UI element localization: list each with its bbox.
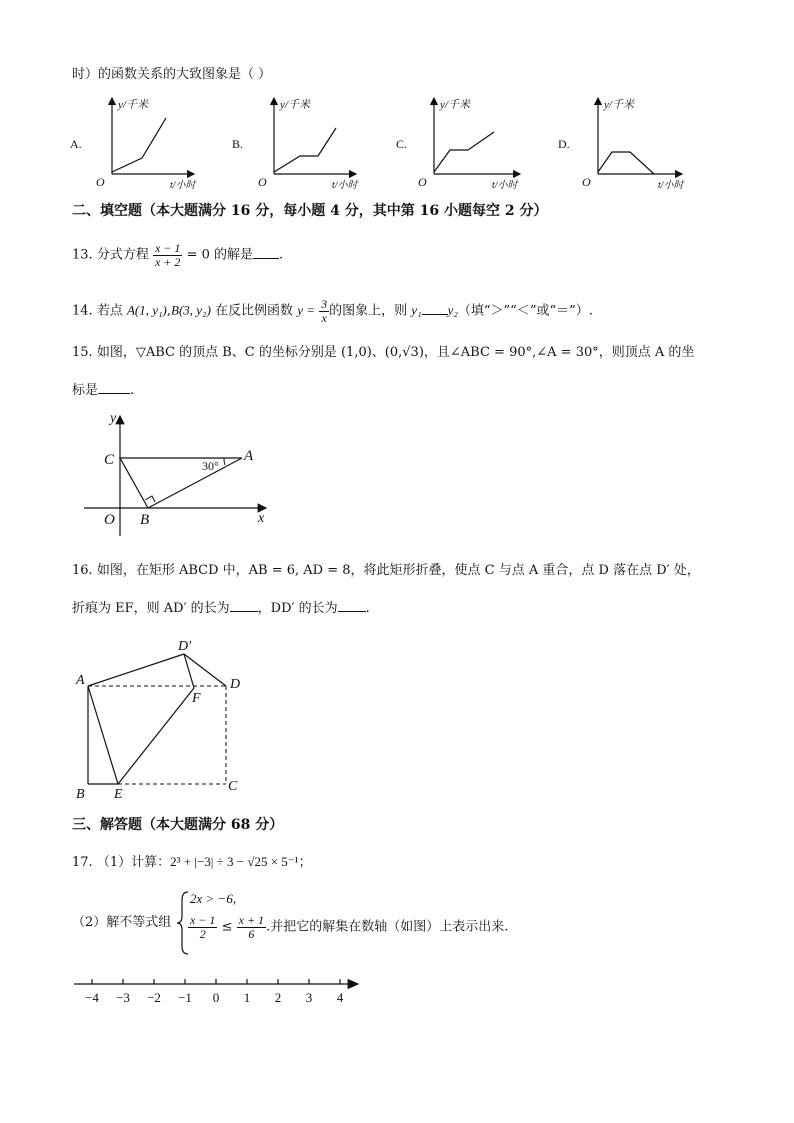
q16-answer-blank-2[interactable] xyxy=(338,600,366,612)
q17-inequality-2 xyxy=(188,914,508,940)
q14-func-lhs: y = xyxy=(297,302,315,318)
q17-ticks xyxy=(85,979,344,1005)
q15-label-b: B xyxy=(140,512,150,528)
graph-d-xlabel: t/小时 xyxy=(658,180,684,191)
option-b-label: B. xyxy=(232,137,244,151)
q14-func-denominator: x xyxy=(321,310,327,325)
q14-text-d: （填“＞”“＜”或“＝”）. xyxy=(457,303,593,319)
q14-text-c: 的图象上，则 xyxy=(329,303,408,319)
q15-text-b: 标是 xyxy=(72,383,99,398)
q17-tick-label: 2 xyxy=(274,990,282,1005)
q17-tick-label: 0 xyxy=(212,990,220,1005)
q15-figure xyxy=(80,408,280,538)
q17-ineq2-right-den: 6 xyxy=(248,926,255,941)
q16-text-b: 折痕为 EF，则 AD′ 的长为 xyxy=(72,601,230,616)
q17-tick-label: 4 xyxy=(336,990,344,1005)
q15-label-y: y xyxy=(110,411,117,426)
q16-text-c: ，DD′ 的长为 xyxy=(257,601,338,616)
q17-inequality-1: 2x > −6, xyxy=(190,891,237,906)
section2-heading: 二、填空题（本大题满分 16 分，每小题 4 分，其中第 16 小题每空 2 分） xyxy=(72,203,548,219)
q14-point-b: B(3, y₂) xyxy=(171,302,211,318)
q14-answer-blank[interactable] xyxy=(422,303,448,315)
graph-c-line xyxy=(434,132,494,172)
q17-ineq2-left xyxy=(188,914,217,940)
q17-part1-label: （1）计算： xyxy=(96,855,171,870)
q17-tick-label: 3 xyxy=(305,990,313,1005)
q13-answer-blank[interactable] xyxy=(253,247,279,259)
q16-d1f xyxy=(184,654,194,688)
q15-answer-blank[interactable] xyxy=(98,382,130,394)
q16-end: . xyxy=(365,601,370,616)
graph-c-origin: O xyxy=(418,175,427,189)
graph-d-ylabel: y/千米 xyxy=(604,99,634,111)
q15-label-a: A xyxy=(244,448,254,464)
q12-tail: 时）的函数关系的大致图象是（ ） xyxy=(72,67,272,82)
q16-label-a: A xyxy=(76,673,85,688)
q15-right-angle-mark xyxy=(145,496,155,502)
q13-prefix: 分式方程 xyxy=(96,247,149,263)
graph-c-xlabel: t/小时 xyxy=(492,180,518,191)
q14-fraction xyxy=(319,298,329,324)
q17-tick-label: −1 xyxy=(178,990,192,1005)
q15-label-c: C xyxy=(104,452,115,468)
q16-label-e: E xyxy=(114,787,123,802)
q17-tick-label: −3 xyxy=(116,990,130,1005)
q13-suffix: = 0 的解是 xyxy=(186,247,253,263)
q16-label-f: F xyxy=(192,691,201,706)
q16-label-c: C xyxy=(228,779,238,794)
q17-ineq2-op: ≤ xyxy=(221,919,233,935)
q16-fold-ef xyxy=(118,688,194,784)
q16-label-d1: D′ xyxy=(178,639,192,654)
q16-label-b: B xyxy=(76,787,85,802)
q16-text: 如图，在矩形 ABCD 中，AB = 6, AD = 8，将此矩形折叠，使点 C 与点 A 重合，点 D 落在点 D′ 处， xyxy=(96,563,700,578)
q14-y1: y₁ xyxy=(411,302,422,318)
option-d-label: D. xyxy=(558,137,570,151)
q16-ad1 xyxy=(88,654,184,686)
q13-fraction xyxy=(153,242,182,268)
q14-number: 14. xyxy=(72,303,93,319)
q16-line2 xyxy=(72,600,370,615)
graph-d-line xyxy=(598,152,654,174)
graph-d-origin: O xyxy=(582,175,591,189)
q14-text-a: 若点 xyxy=(96,303,123,319)
q17-ineq2-right xyxy=(237,914,266,940)
q16-figure xyxy=(72,636,252,806)
q17-ineq2-left-den: 2 xyxy=(199,926,206,941)
q16-answer-blank-1[interactable] xyxy=(230,600,258,612)
q16-label-d: D xyxy=(230,677,241,692)
q17-tick-label: −4 xyxy=(85,990,99,1005)
q15-label-angle: 30° xyxy=(202,459,219,473)
q17-part1-expression: 2³ + |−3| ÷ 3 − √25 × 5⁻¹； xyxy=(170,854,312,869)
graph-option-c[interactable] xyxy=(396,98,520,191)
q17-ineq2-left-num: x − 1 xyxy=(190,913,216,927)
q13-denominator: x + 2 xyxy=(154,254,181,269)
graph-b-xlabel: t/小时 xyxy=(332,180,358,191)
q14-point-a: A(1, y₁) xyxy=(126,302,167,318)
graph-a-origin: O xyxy=(96,175,105,189)
q17-number-line[interactable] xyxy=(70,974,370,1010)
q14: 14. 若点 A(1, y₁),B(3, y₂) 在反比例函数 y = $\frac{3}{x}$ 的图象上，则 y₁ y₂（填“＞”“＜”或“＝”）. xyxy=(72,297,593,325)
q17-part1 xyxy=(72,855,312,869)
graph-b-origin: O xyxy=(258,175,267,189)
q15-text: 如图，▽ABC 的顶点 B、C 的坐标分别是 (1,0)、(0,√3)，且∠ABC = 90°,∠A = 30°，则顶点 A 的坐 xyxy=(96,345,695,360)
graph-a-ylabel: y/千米 xyxy=(118,99,148,111)
q15-line2 xyxy=(72,382,134,397)
q14-y2: y₂ xyxy=(447,302,458,318)
q16-number: 16. xyxy=(72,563,93,578)
q13-number: 13. xyxy=(72,247,93,263)
graph-option-b[interactable] xyxy=(232,98,360,191)
option-c-label: C. xyxy=(396,137,408,151)
graph-option-a[interactable] xyxy=(70,98,198,191)
q14-text-b: 在反比例函数 xyxy=(215,303,294,319)
q15-end: . xyxy=(130,383,135,398)
graph-b-line xyxy=(274,128,336,172)
graph-a-line xyxy=(112,118,166,172)
q15-number: 15. xyxy=(72,345,93,360)
graph-b-ylabel: y/千米 xyxy=(280,99,310,111)
q17-part2-tail: .并把它的解集在数轴（如图）上表示出来. xyxy=(266,919,509,935)
q16-be-ea xyxy=(88,686,118,784)
section3-heading: 三、解答题（本大题满分 68 分） xyxy=(72,817,284,833)
q15-angle-arc xyxy=(224,458,225,465)
graph-a-xlabel: t/小时 xyxy=(170,180,196,191)
q16-d1d xyxy=(184,654,226,686)
q14-func-numerator: 3 xyxy=(321,297,328,311)
q13 xyxy=(72,242,283,268)
q13-numerator: x − 1 xyxy=(154,241,181,255)
q15-triangle xyxy=(120,458,242,508)
q15-label-o: O xyxy=(104,512,115,528)
graph-option-d[interactable] xyxy=(558,98,686,191)
option-a-label: A. xyxy=(70,137,82,151)
q17-part2-label: （2）解不等式组 xyxy=(72,915,172,930)
q17-tick-label: 1 xyxy=(243,990,251,1005)
q16-line1 xyxy=(72,564,700,577)
graph-c-ylabel: y/千米 xyxy=(440,99,470,111)
q15-line1 xyxy=(72,346,694,359)
q17-ineq2-right-num: x + 1 xyxy=(238,913,265,927)
q17-tick-label: −2 xyxy=(147,990,161,1005)
q12-graph-options xyxy=(70,92,710,192)
q13-end: . xyxy=(279,247,284,263)
q17-number: 17. xyxy=(72,855,93,870)
q15-label-x: x xyxy=(258,511,265,526)
